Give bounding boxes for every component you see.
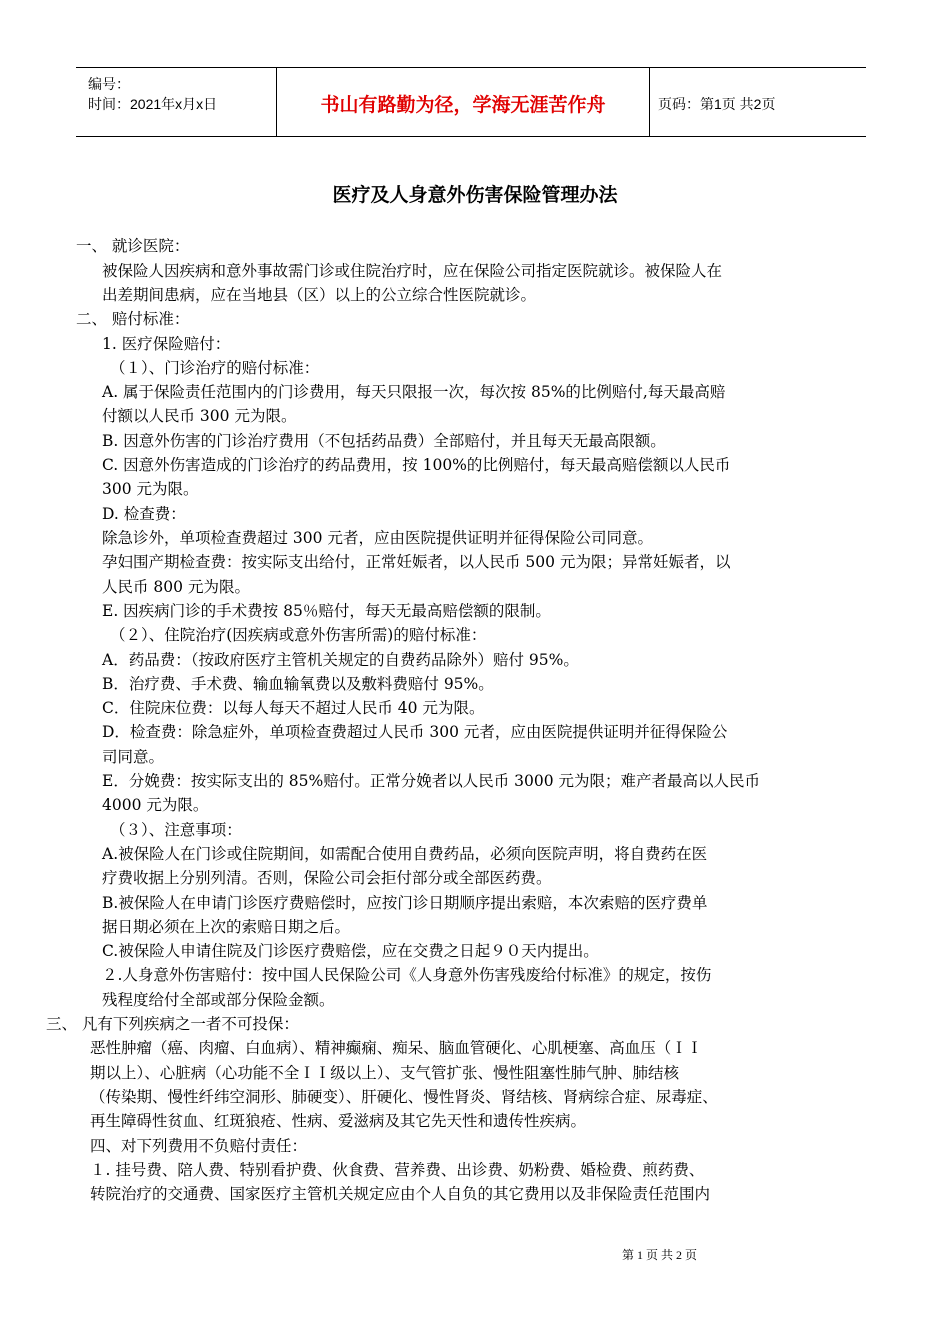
paragraph-line: E．分娩费：按实际支出的 85%赔付。正常分娩者以人民币 3000 元为限；难产者最高以人民币 bbox=[102, 772, 760, 790]
paragraph-line: 转院治疗的交通费、国家医疗主管机关规定应由个人自负的其它费用以及非保险责任范围内 bbox=[90, 1185, 711, 1203]
motto: 书山有路勤为径，学海无涯苦作舟 bbox=[320, 94, 606, 116]
paragraph-line: 据日期必须在上次的索赔日期之后。 bbox=[102, 918, 351, 936]
paragraph-line: 300 元为限。 bbox=[102, 480, 199, 498]
paragraph-line: 人民币 800 元为限。 bbox=[102, 578, 250, 596]
paragraph-line: ２.人身意外伤害赔付：按中国人民保险公司《人身意外伤害残废给付标准》的规定，按伤 bbox=[102, 966, 712, 984]
footer-page-number: 第 1 页 共 2 页 bbox=[622, 1248, 698, 1262]
section-heading: 二、 赔付标准： bbox=[76, 310, 190, 328]
paragraph-line: 4000 元为限。 bbox=[102, 796, 209, 814]
header-right-cell bbox=[650, 68, 866, 136]
paragraph-line: C．住院床位费：以每人每天不超过人民币 40 元为限。 bbox=[102, 699, 485, 717]
header-left-cell bbox=[76, 68, 277, 136]
paragraph-line: 出差期间患病，应在当地县（区）以上的公立综合性医院就诊。 bbox=[102, 286, 537, 304]
paragraph-line: 恶性肿瘤（癌、肉瘤、白血病）、精神癫痫、痴呆、脑血管硬化、心肌梗塞、高血压（ＩＩ bbox=[90, 1039, 703, 1057]
paragraph-line: B. 因意外伤害的门诊治疗费用（不包括药品费）全部赔付，并且每天无最高限额。 bbox=[102, 432, 666, 450]
paragraph-line: 期以上）、心脏病（心功能不全ＩＩ级以上）、支气管扩张、慢性阻塞性肺气肿、肺结核 bbox=[90, 1064, 680, 1082]
header-motto-cell bbox=[277, 68, 650, 136]
paragraph-line: A. 属于保险责任范围内的门诊费用，每天只限报一次，每次按 85%的比例赔付,每天最高赔 bbox=[102, 383, 726, 401]
page-header bbox=[76, 67, 866, 137]
paragraph-line: 再生障碍性贫血、红斑狼疮、性病、爱滋病及其它先天性和遗传性疾病。 bbox=[90, 1112, 587, 1130]
paragraph-line: C. 因意外伤害造成的门诊治疗的药品费用，按 100%的比例赔付，每天最高赔偿额以人民币 bbox=[102, 456, 731, 474]
section-heading: 三、 凡有下列疾病之一者不可投保： bbox=[46, 1015, 299, 1033]
paragraph-line: 除急诊外，单项检查费超过 300 元者，应由医院提供证明并征得保险公司同意。 bbox=[102, 529, 653, 547]
paragraph-line: 残程度给付全部或部分保险金额。 bbox=[102, 991, 335, 1009]
paragraph-line: 1. 医疗保险赔付： bbox=[102, 335, 231, 353]
document-title: 医疗及人身意外伤害保险管理办法 bbox=[332, 184, 618, 206]
paragraph-line: 付额以人民币 300 元为限。 bbox=[102, 407, 297, 425]
paragraph-line: （传染期、慢性纤纬空洞形、肺硬变）、肝硬化、慢性肾炎、肾结核、肾病综合症、尿毒症、 bbox=[90, 1088, 718, 1106]
paragraph-line: （１）、门诊治疗的赔付标准： bbox=[110, 359, 320, 377]
paragraph-line: A.被保险人在门诊或住院期间，如需配合使用自费药品，必须向医院声明，将自费药在医 bbox=[102, 845, 708, 863]
paragraph-line: C.被保险人申请住院及门诊医疗费赔偿，应在交费之日起９０天内提出。 bbox=[102, 942, 599, 960]
paragraph-line: １. 挂号费、陪人费、特别看护费、伙食费、营养费、出诊费、奶粉费、婚检费、煎药费、 bbox=[90, 1161, 705, 1179]
paragraph-line: B.被保险人在申请门诊医疗费赔偿时，应按门诊日期顺序提出索赔，本次索赔的医疗费单 bbox=[102, 894, 708, 912]
paragraph-line: E. 因疾病门诊的手术费按 85％赔付，每天无最高赔偿额的限制。 bbox=[102, 602, 551, 620]
paragraph-line: 被保险人因疾病和意外事故需门诊或住院治疗时，应在保险公司指定医院就诊。被保险人在 bbox=[102, 262, 723, 280]
paragraph-line: B．治疗费、手术费、输血输氧费以及敷料费赔付 95%。 bbox=[102, 675, 494, 693]
page-label: 页码：第1页 共2页 bbox=[658, 96, 776, 112]
section-heading: 四、对下列费用不负赔付责任： bbox=[90, 1137, 308, 1155]
paragraph-line: 孕妇围产期检查费：按实际支出给付，正常妊娠者，以人民币 500 元为限；异常妊娠者，以 bbox=[102, 553, 731, 571]
paragraph-line: 司同意。 bbox=[102, 748, 165, 766]
paragraph-line: D. 检查费： bbox=[102, 505, 186, 523]
paragraph-line: （２）、住院治疗(因疾病或意外伤害所需)的赔付标准： bbox=[110, 626, 487, 644]
paragraph-line: 疗费收据上分别列清。否则，保险公司会拒付部分或全部医药费。 bbox=[102, 869, 552, 887]
paragraph-line: D．检查费：除急症外，单项检查费超过人民币 300 元者，应由医院提供证明并征得保险公 bbox=[102, 723, 728, 741]
paragraph-line: （３）、注意事项： bbox=[110, 821, 242, 839]
number-label: 编号： bbox=[88, 76, 130, 92]
section-heading: 一、 就诊医院： bbox=[76, 237, 190, 255]
paragraph-line: A．药品费：（按政府医疗主管机关规定的自费药品除外）赔付 95%。 bbox=[102, 651, 579, 669]
date-label: 时间：2021年x月x日 bbox=[88, 96, 218, 112]
